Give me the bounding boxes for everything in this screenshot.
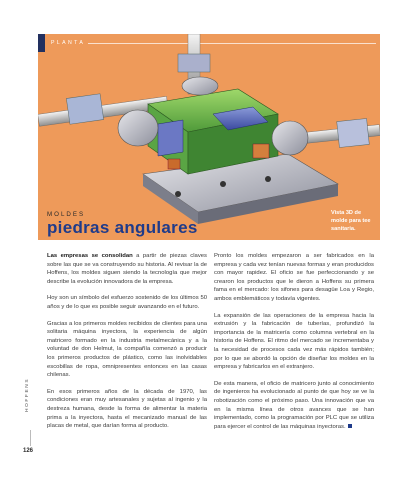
- end-mark-icon: [348, 424, 352, 428]
- page-number: 126: [23, 448, 34, 454]
- lead-text: Las empresas se consolidan: [47, 253, 133, 259]
- paragraph-1: [47, 252, 207, 286]
- paragraph-4: En esos primeros años de la década de 1970, las condiciones eran muy artesanales y sujetas al ingenio y la destreza humana, desde la forma de alimentar la materia prima a la inyectora, hasta el mecanizado manual de las placas de metal, que darían forma al producto.: [47, 388, 207, 430]
- paragraph-2: Hoy son un símbolo del esfuerzo sostenido de los últimos 50 años y de lo que es posible seguir avanzando en el futuro.: [47, 295, 207, 310]
- right-column: [214, 252, 374, 439]
- vertical-brand: HOFFENS: [25, 377, 30, 412]
- paragraph-7: [214, 380, 374, 432]
- left-column: [47, 252, 207, 439]
- article-title: piedras angulares: [47, 218, 198, 237]
- paragraph-5: Pronto los moldes empezaron a ser fabricados en la empresa y cada vez tenían nuevas formas y eran producidos con mayor rapidez. El oficio se fue perfeccionando y se crearon los productos que le dieron a Hoffens su primera fama en el mercado: los sifones para desagüe Loa y Regio, ambos emblemáticos y todavía vigentes.: [214, 253, 374, 302]
- paragraph-3: Gracias a los primeros moldes recibidos de clientes para una solitaria máquina inyectora, la experiencia de algún matricero formado en la industria metalmecánica y a la voluntad de don Helmut, la compañía comenzó a producir los primeros productos de plástico, como las inolvidables escobillas de ropa, omnipresentes entonces en las casas chilenas.: [47, 320, 207, 379]
- hero-image: [38, 34, 380, 240]
- paragraph-6: La expansión de las operaciones de la empresa hacia la extrusión y la fabricación de tuberías, profundizó la importancia de la matricería como columna vertebral en la historia de Hoffens. El ritmo del mercado se incrementaba y la necesidad de procesos cada vez más rápidos también; por lo que se abordó la opción de diseñar los moldes en la empresa y fabricarlos en el extranjero.: [214, 312, 374, 371]
- mold-3d-illustration: [38, 34, 380, 240]
- section-eyebrow: MOLDES: [47, 211, 86, 218]
- margin-divider: [30, 430, 31, 446]
- paragraph-1-body: a partir de piezas claves sobre las que se va construyendo su historia. Al revisar la de Hoffens, los moldes siguen siendo la tecnología que mejor describe la evolución innovadora de la empresa.: [47, 253, 207, 285]
- section-label: PLANTA: [51, 40, 86, 46]
- paragraph-7-body: De esta manera, el oficio de matricero junto al conocimiento de ingenieros ha evolucionado al punto de que hoy se ve la robotización como el próximo paso. Una innovación que va en la misma línea de otros avances que se han implementado, como la programación por PLC que se utiliza para ejercer el control de las máquinas inyectoras.: [214, 380, 374, 430]
- image-caption: Vista 3D de molde para tee sanitaria.: [331, 210, 371, 232]
